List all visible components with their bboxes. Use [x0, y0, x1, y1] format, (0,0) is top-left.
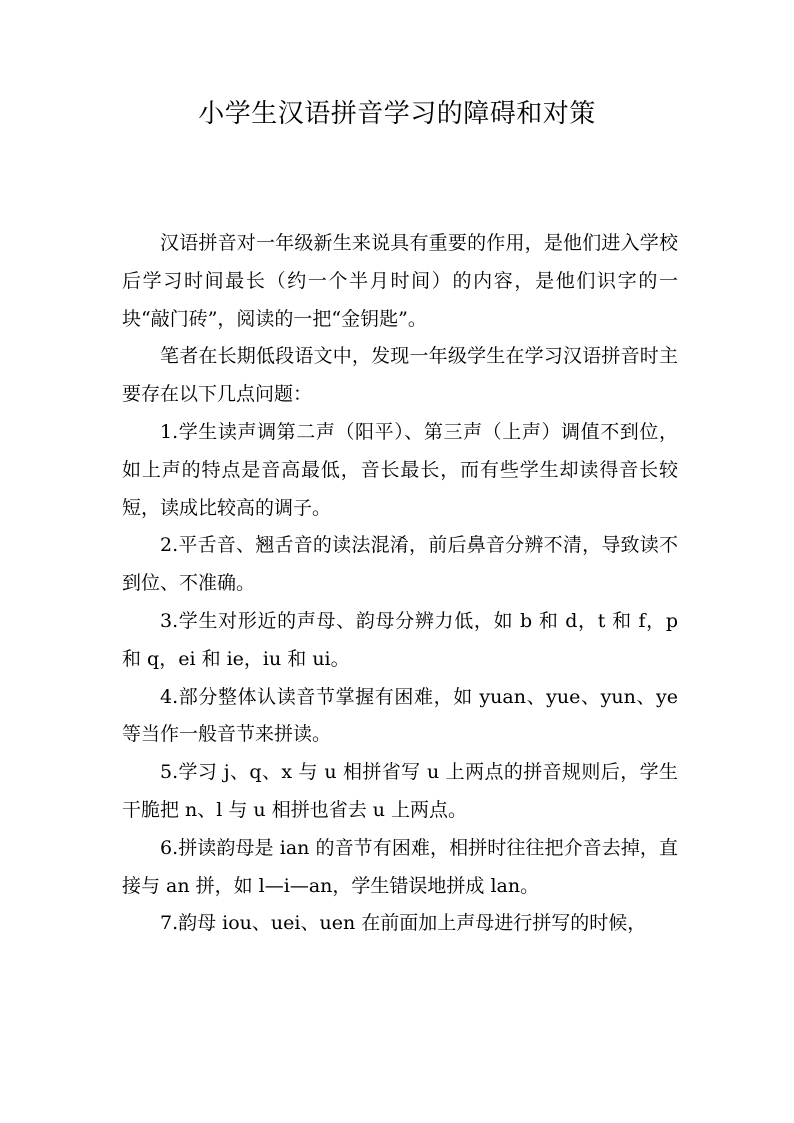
paragraph-problem-7: 7.韵母 iou、uei、uen 在前面加上声母进行拼写的时候，	[160, 912, 647, 935]
document-title: 小学生汉语拼音学习的障碍和对策	[198, 99, 596, 129]
paragraph-problem-4: 4.部分整体认读音节掌握有困难，如 yuan、yue、yun、ye 等当作一般音节来拼读。	[122, 685, 678, 746]
paragraph-intro: 汉语拼音对一年级新生来说具有重要的作用，是他们进入学校后学习时间最长（约一个半月时间）的内容，是他们识字的一块“敲门砖”，阅读的一把“金钥匙”。	[122, 232, 678, 330]
paragraph-problem-5: 5.学习 j、q、x 与 u 相拼省写 u 上两点的拼音规则后，学生干脆把 n、l 与 u 相拼也省去 u 上两点。	[122, 761, 678, 821]
paragraph-problem-6: 6.拼读韵母是 ian 的音节有困难，相拼时往往把介音去掉，直接与 an 拼，如 l—i—an，学生错误地拼成 lan。	[122, 836, 678, 897]
paragraph-problem-2: 2.平舌音、翘舌音的读法混淆，前后鼻音分辨不清，导致读不到位、不准确。	[122, 534, 678, 595]
paragraph-problem-3: 3.学生对形近的声母、韵母分辨力低，如 b 和 d，t 和 f，p 和 q，ei 和 ie，iu 和 ui。	[122, 609, 678, 670]
paragraph-problems-lead: 笔者在长期低段语文中，发现一年级学生在学习汉语拼音时主要存在以下几点问题：	[122, 345, 678, 406]
document-body	[122, 225, 678, 943]
paragraph-problem-1: 1.学生读声调第二声（阳平）、第三声（上声）调值不到位，如上声的特点是音高最低，音长最长，而有些学生却读得音长较短，读成比较高的调子。	[122, 420, 678, 519]
